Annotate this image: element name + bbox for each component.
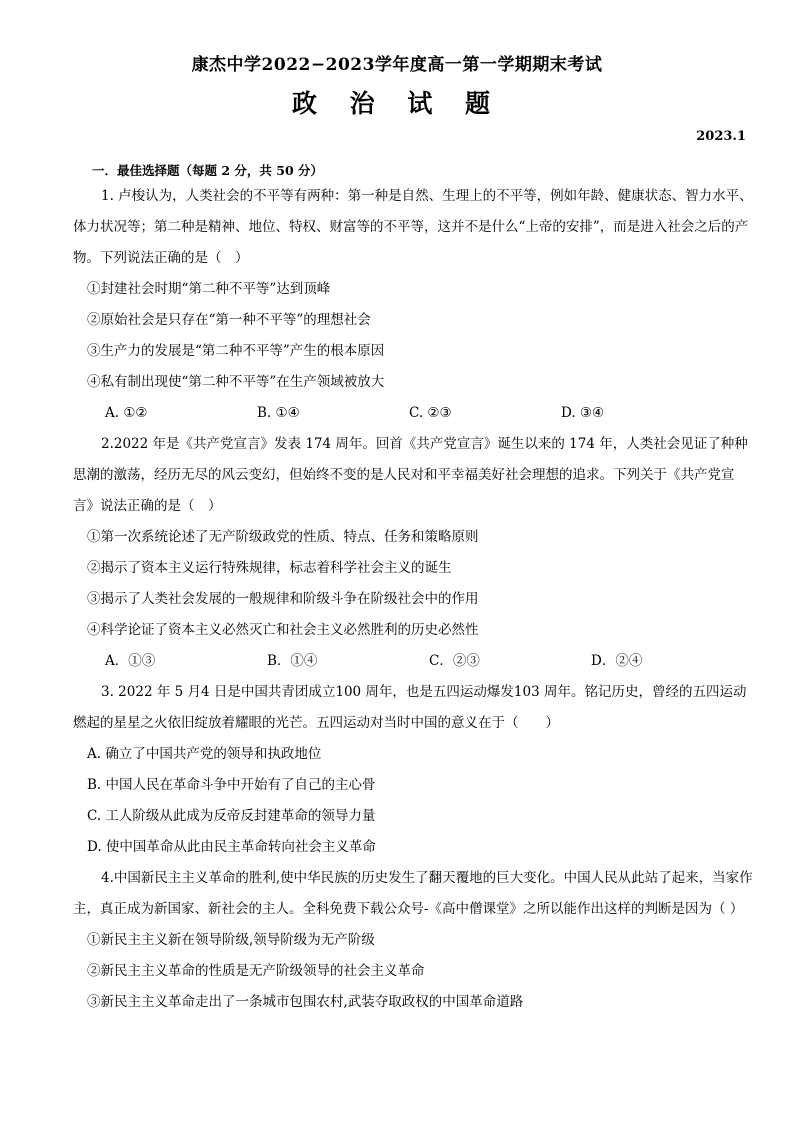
choice-b: B. ①④ [257,405,300,421]
question-1 [73,181,753,429]
statement-item: ②揭示了资本主义运行特殊规律，标志着科学社会主义的诞生 [87,560,452,576]
subject-title: 政 治 试 题 [291,89,503,118]
question-2 [73,429,753,677]
choice-b: B. 中国人民在革命斗争中开始有了自己的主心骨 [87,777,376,793]
choice-c: C．②③ [429,653,480,669]
school-exam-title: 康杰中学2022−2023学年度高一第一学期期末考试 [191,55,603,75]
question-3 [73,677,753,863]
choice-d: D. 使中国革命从此由民主革命转向社会主义革命 [87,839,376,855]
statement-item: ③新民主主义革命走出了一条城市包围农村,武装夺取政权的中国革命道路 [87,994,524,1010]
question-stem: 2.2022 年是《共产党宣言》发表 174 周年。回首《共产党宣言》诞生以来的 174 年，人类社会见证了种种思潮的激荡，经历无尽的风云变幻，但始终不变的是人民对和平幸福美好社会理想的追求。下列关于《共产党宣言》说法正确的是（ ） [73,436,748,514]
choice-a: A．①③ [105,653,156,669]
choice-d: D．②④ [591,653,643,669]
statement-item: ①新民主主义新在领导阶级,领导阶级为无产阶级 [87,932,375,948]
statement-item: ②新民主主义革命的性质是无产阶级领导的社会主义革命 [87,963,425,979]
section-heading: 一．最佳选择题（每题 2 分，共 50 分） [92,163,324,178]
question-4 [73,863,753,1018]
question-stem: 3. 2022 年 5 月4 日是中国共青团成立100 周年，也是五四运动爆发103 周年。铭记历史，曾经的五四运动燃起的星星之火依旧绽放着耀眼的光芒。五四运动对当时中国的意义在于（ ） [73,684,747,731]
statement-item: ④科学论证了资本主义必然灭亡和社会主义必然胜利的历史必然性 [87,622,479,638]
question-stem: 1. 卢梭认为，人类社会的不平等有两种：第一种是自然、生理上的不平等，例如年龄、健康状态、智力水平、体力状况等；第二种是精神、地位、特权、财富等的不平等，这并不是什么“上帝的安排”，而是进入社会之后的产物。下列说法正确的是（ ） [73,188,753,266]
answer-choices [73,646,753,677]
choice-b: B．①④ [267,653,318,669]
answer-choices [73,398,753,429]
statement-item: ③揭示了人类社会发展的一般规律和阶级斗争在阶级社会中的作用 [87,591,479,607]
choice-a: A. ①② [105,405,148,421]
choice-a: A. 确立了中国共产党的领导和执政地位 [87,746,322,762]
statement-item: ②原始社会是只存在“第一种不平等”的理想社会 [87,312,371,328]
question-stem: 4.中国新民主主义革命的胜利,使中华民族的历史发生了翻天覆地的巨大变化。中国人民从此站了起来，当家作主，真正成为新国家、新社会的主人。全科免费下载公众号-《高中僧课堂》之所以能作出这样的判断是因为（ ） [73,870,753,917]
choice-d: D. ③④ [561,405,605,421]
statement-item: ④私有制出现使“第二种不平等”在生产领域被放大 [87,374,385,390]
choice-c: C. ②③ [409,405,452,421]
exam-date: 2023.1 [696,129,746,144]
statement-item: ①封建社会时期“第二种不平等”达到顶峰 [87,281,331,297]
statement-item: ③生产力的发展是“第二种不平等”产生的根本原因 [87,343,385,359]
choice-c: C. 工人阶级从此成为反帝反封建革命的领导力量 [87,808,376,824]
question-list [73,181,753,1018]
statement-item: ①第一次系统论述了无产阶级政党的性质、特点、任务和策略原则 [87,529,479,545]
